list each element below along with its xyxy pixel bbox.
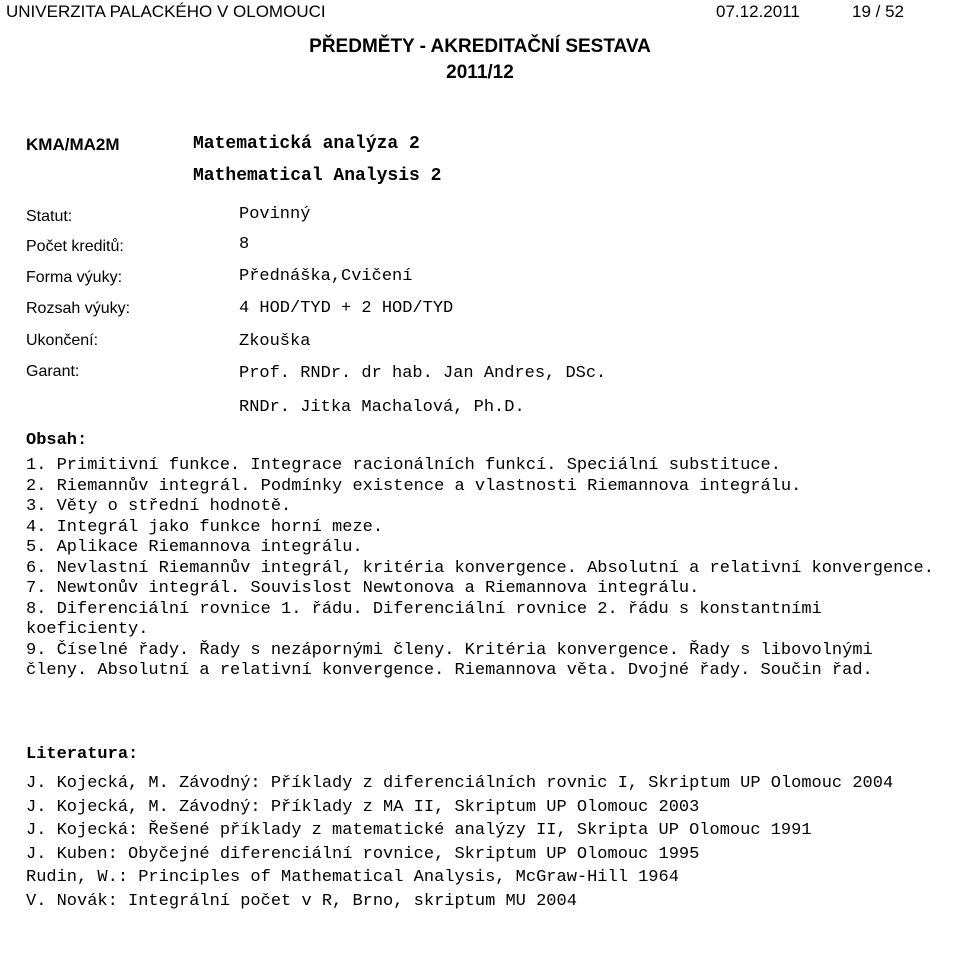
completion-label: Ukončení: [26,332,99,349]
list-item: 1. Primitivní funkce. Integrace racionálních funkcí. Speciální substituce. [26,456,781,475]
report-date: 07.12.2011 [716,2,800,21]
list-item: Rudin, W.: Principles of Mathematical Analysis, McGraw-Hill 1964 [26,868,679,887]
list-item: J. Kuben: Obyčejné diferenciální rovnice, Skriptum UP Olomouc 1995 [26,844,700,864]
literature-heading: Literatura: [26,745,139,764]
contents-list [26,456,936,682]
guarantor-secondary: RNDr. Jitka Machalová, Ph.D. [239,398,525,417]
course-name-czech: Matematická analýza 2 [193,134,420,154]
list-item: 7. Newtonův integrál. Souvislost Newtonova a Riemannova integrálu. [26,579,700,598]
course-name-english: Mathematical Analysis 2 [193,166,442,186]
list-item: 5. Aplikace Riemannova integrálu. [26,538,363,557]
report-title: PŘEDMĚTY - AKREDITAČNÍ SESTAVA [309,36,651,57]
literature-list [26,774,956,915]
list-item: J. Kojecká, M. Závodný: Příklady z diferenciálních rovnic I, Skriptum UP Olomouc 2004 [26,774,894,793]
status-value: Povinný [239,205,311,224]
list-item: V. Novák: Integrální počet v R, Brno, skriptum MU 2004 [26,891,577,911]
range-label: Rozsah výuky: [26,300,131,317]
guarantor-primary: Prof. RNDr. dr hab. Jan Andres, DSc. [239,364,607,383]
list-item: J. Kojecká: Řešené příklady z matematické analýzy II, Skripta UP Olomouc 1991 [26,821,812,840]
form-label: Forma výuky: [26,269,123,286]
university-name: UNIVERZITA PALACKÉHO V OLOMOUCI [6,2,326,21]
credits-label: Počet kreditů: [26,238,124,255]
page-number: 19 / 52 [852,2,904,21]
course-code: KMA/MA2M [26,135,120,154]
completion-value: Zkouška [239,332,311,351]
range-value: 4 HOD/TYD + 2 HOD/TYD [239,299,454,318]
list-item: 4. Integrál jako funkce horní meze. [26,517,384,537]
guarantor-label: Garant: [26,363,80,380]
credits-value: 8 [239,235,250,254]
list-item: 9. Číselné řady. Řady s nezápornými členy. Kritéria konvergence. Řady s libovolnými členy. Absolutní a relativní konvergence. Riemannova věta. Dvojné řady. Součin řad. [26,640,873,680]
list-item: J. Kojecká, M. Závodný: Příklady z MA II, Skriptum UP Olomouc 2003 [26,797,700,817]
form-value: Přednáška,Cvičení [239,267,413,286]
contents-heading: Obsah: [26,431,88,450]
list-item: 6. Nevlastní Riemannův integrál, kritéria konvergence. Absolutní a relativní konvergence. [26,558,934,578]
status-label: Statut: [26,208,73,225]
list-item: 3. Věty o střední hodnotě. [26,497,292,516]
academic-year: 2011/12 [446,62,514,83]
list-item: 2. Riemannův integrál. Podmínky existence a vlastnosti Riemannova integrálu. [26,476,802,496]
list-item: 8. Diferenciální rovnice 1. řádu. Diferenciální rovnice 2. řádu s konstantními koeficienty. [26,599,822,639]
